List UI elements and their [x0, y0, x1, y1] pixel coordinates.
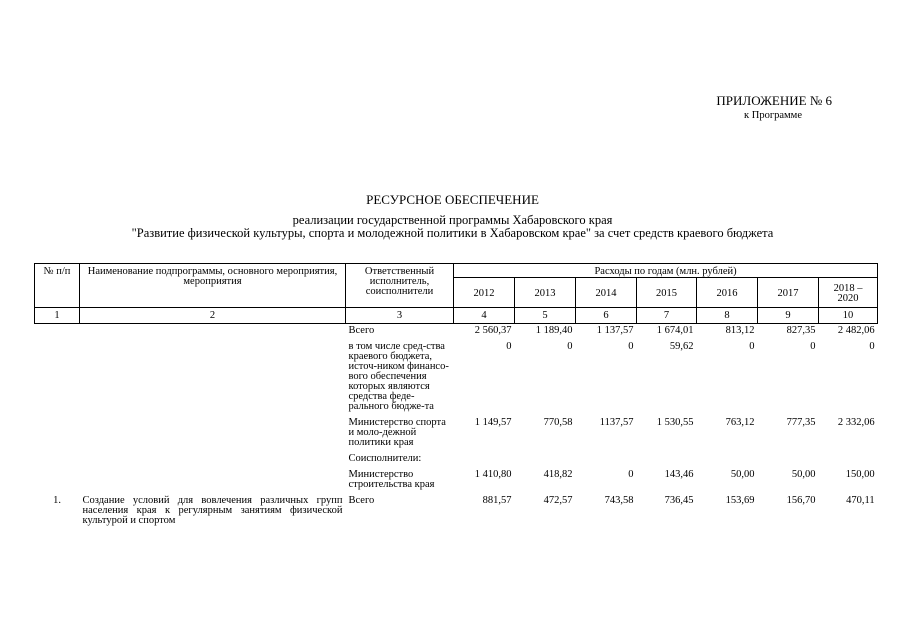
row-value: 881,57 [482, 495, 512, 506]
table-row [35, 340, 878, 416]
row-number [35, 324, 80, 341]
table-row [35, 468, 878, 494]
heading-title: РЕСУРСНОЕ ОБЕСПЕЧЕНИЕ [366, 192, 539, 207]
resource-table [34, 263, 878, 530]
row-value: 0 [628, 469, 634, 480]
column-number: 9 [758, 308, 819, 324]
row-value [819, 452, 878, 468]
row-value: 50,00 [730, 469, 755, 480]
row-number [35, 468, 80, 494]
header-year: 2015 [637, 278, 697, 308]
row-name [80, 340, 346, 416]
table-row [35, 494, 878, 530]
row-value: 1 674,01 [656, 325, 694, 336]
row-value: 2 482,06 [837, 325, 875, 336]
row-executor: Всего [348, 495, 375, 506]
row-executor: Всего [348, 325, 375, 336]
row-value [697, 452, 758, 468]
document-heading [0, 192, 905, 240]
table-row [35, 324, 878, 341]
row-value: 143,46 [664, 469, 694, 480]
column-number: 4 [454, 308, 515, 324]
row-executor: Министерство строительства края [348, 469, 435, 490]
row-value: 472,57 [543, 495, 573, 506]
row-executor: Соисполнители: [348, 453, 422, 464]
row-value [576, 452, 637, 468]
row-name [80, 324, 346, 341]
row-value: 0 [869, 341, 875, 352]
row-value: 827,35 [786, 325, 816, 336]
row-value: 0 [506, 341, 512, 352]
header-name: Наименование подпрограммы, основного мероприятия, мероприятия [80, 264, 346, 308]
header-year: 2017 [758, 278, 819, 308]
row-value: 2 560,37 [474, 325, 512, 336]
row-value [637, 452, 697, 468]
column-number: 2 [80, 308, 346, 324]
row-value: 418,82 [543, 469, 573, 480]
row-value: 1 410,80 [474, 469, 512, 480]
row-value: 470,11 [846, 495, 875, 506]
column-number: 10 [819, 308, 878, 324]
row-value: 743,58 [604, 495, 634, 506]
row-value: 777,35 [786, 417, 816, 428]
header-no: № п/п [35, 264, 80, 308]
table-row [35, 452, 878, 468]
appendix-subtitle: к Программе [744, 110, 802, 121]
row-number [35, 452, 80, 468]
row-value: 1 137,57 [596, 325, 634, 336]
row-number: 1. [53, 495, 61, 506]
header-year: 2013 [515, 278, 576, 308]
column-number: 6 [576, 308, 637, 324]
header-expenses: Расходы по годам (млн. рублей) [454, 264, 878, 278]
row-value: 1 189,40 [535, 325, 573, 336]
row-value: 1 149,57 [474, 417, 512, 428]
column-numbers-row [35, 308, 878, 324]
header-year: 2014 [576, 278, 637, 308]
appendix-block [716, 93, 832, 122]
row-name [80, 416, 346, 452]
row-executor: Министерство спорта и моло-дежной политики края [348, 417, 446, 448]
row-value: 0 [628, 341, 634, 352]
table-header [35, 264, 878, 324]
row-value: 1 530,55 [656, 417, 694, 428]
row-value: 813,12 [725, 325, 755, 336]
row-value: 156,70 [786, 495, 816, 506]
row-value: 0 [567, 341, 573, 352]
header-executor: Ответственный исполнитель, соисполнители [346, 264, 454, 308]
header-year: 2012 [454, 278, 515, 308]
row-value: 736,45 [664, 495, 694, 506]
row-value: 770,58 [543, 417, 573, 428]
row-name: Создание условий для вовлечения различных групп населения края к регулярным занятиям физической культурой и спортом [82, 495, 343, 526]
row-name [80, 452, 346, 468]
row-value [758, 452, 819, 468]
appendix-title: ПРИЛОЖЕНИЕ № 6 [716, 93, 832, 108]
column-number: 7 [637, 308, 697, 324]
row-value: 50,00 [791, 469, 816, 480]
column-number: 8 [697, 308, 758, 324]
row-value: 0 [810, 341, 816, 352]
row-value: 0 [749, 341, 755, 352]
row-value: 59,62 [669, 341, 694, 352]
row-value: 763,12 [725, 417, 755, 428]
row-value [515, 452, 576, 468]
row-value: 150,00 [845, 469, 875, 480]
heading-line-2: реализации государственной программы Хабаровского края [292, 213, 613, 227]
column-number: 3 [346, 308, 454, 324]
row-name [80, 468, 346, 494]
table-row [35, 416, 878, 452]
row-number [35, 416, 80, 452]
row-value: 1137,57 [599, 417, 634, 428]
row-value: 153,69 [725, 495, 755, 506]
column-number: 5 [515, 308, 576, 324]
header-year: 2018 – 2020 [819, 278, 878, 308]
row-value [454, 452, 515, 468]
header-year: 2016 [697, 278, 758, 308]
row-executor: в том числе сред-ства краевого бюджета, источ-ником финансо-вого обеспечения которых являются средства феде-рального бюдже-та [348, 341, 449, 412]
table-body [35, 324, 878, 531]
column-number: 1 [35, 308, 80, 324]
heading-line-3: "Развитие физической культуры, спорта и молодежной политики в Хабаровском крае" за счет средств краевого бюджета [131, 226, 774, 240]
row-value: 2 332,06 [837, 417, 875, 428]
row-number [35, 340, 80, 416]
